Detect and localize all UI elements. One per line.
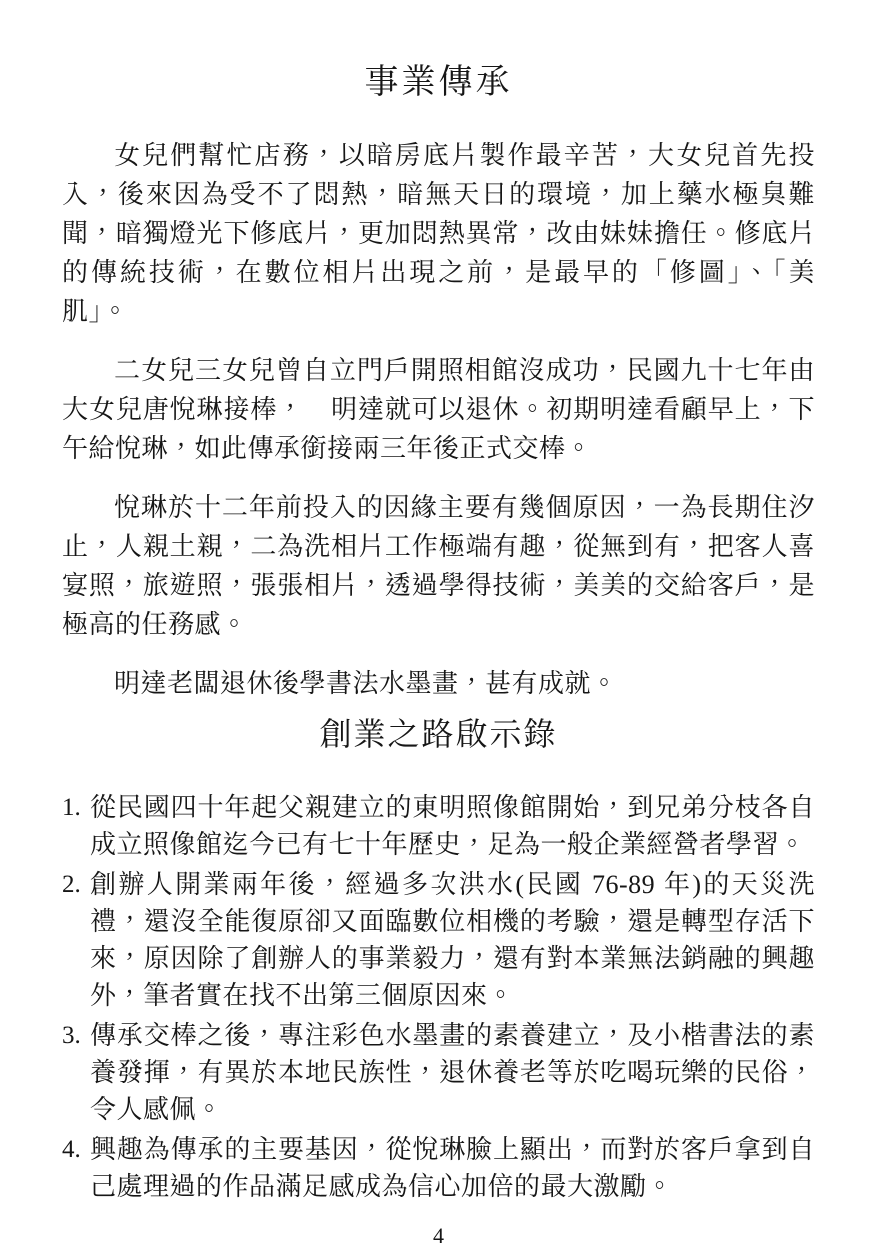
- list-item-number: 4.: [62, 1136, 81, 1163]
- paragraph: 明達老闆退休後學書法水墨畫，甚有成就。: [114, 669, 618, 698]
- section-title: 創業之路啟示錄: [319, 716, 558, 752]
- numbered-list: [62, 789, 815, 1205]
- list-item-text: 創辦人開業兩年後，經過多次洪水(民國 76-89 年)的天災洗禮，還沒全能復原卻又面臨數位相機的考驗，還是轉型存活下來，原因除了創辦人的事業毅力，還有對本業無法銷融的興趣外，筆者實在找不出第三個原因來。: [90, 870, 815, 1010]
- list-item-number: 3.: [62, 1022, 81, 1049]
- paragraph: 女兒們幫忙店務，以暗房底片製作最辛苦，大女兒首先投入，後來因為受不了悶熱，暗無天日的環境，加上藥水極臭難聞，暗獨燈光下修底片，更加悶熱異常，改由妹妹擔任。修底片的傳統技術，在數位相片出現之前，是最早的「修圖」、「美肌」。: [62, 141, 815, 326]
- list-item-number: 2.: [62, 871, 81, 898]
- list-item: [62, 866, 815, 1014]
- paragraph: 悅琳於十二年前投入的因緣主要有幾個原因，一為長期住汐止，人親土親，二為洗相片工作極端有趣，從無到有，把客人喜宴照，旅遊照，張張相片，透過學得技術，美美的交給客戶，是極高的任務感。: [62, 493, 815, 639]
- list-item-text: 興趣為傳承的主要基因，從悅琳臉上顯出，而對於客戶拿到自己處理過的作品滿足感成為信心加倍的最大激勵。: [90, 1135, 815, 1201]
- list-item-number: 1.: [62, 794, 81, 821]
- paragraph: 二女兒三女兒曾自立門戶開照相館沒成功，民國九十七年由大女兒唐悅琳接棒， 明達就可以退休。初期明達看顧早上，下午給悅琳，如此傳承銜接兩三年後正式交棒。: [62, 356, 815, 463]
- page-number: 4: [433, 1223, 444, 1248]
- list-item-text: 傳承交棒之後，專注彩色水墨畫的素養建立，及小楷書法的素養發揮，有異於本地民族性，退休養老等於吃喝玩樂的民俗，令人感佩。: [90, 1021, 815, 1124]
- list-item: [62, 1017, 815, 1128]
- list-item-text: 從民國四十年起父親建立的東明照像館開始，到兄弟分枝各自成立照像館迄今已有七十年歷史，足為一般企業經營者學習。: [90, 793, 815, 859]
- list-item: [62, 789, 815, 863]
- list-item: [62, 1131, 815, 1205]
- page-title: 事業傳承: [364, 64, 513, 101]
